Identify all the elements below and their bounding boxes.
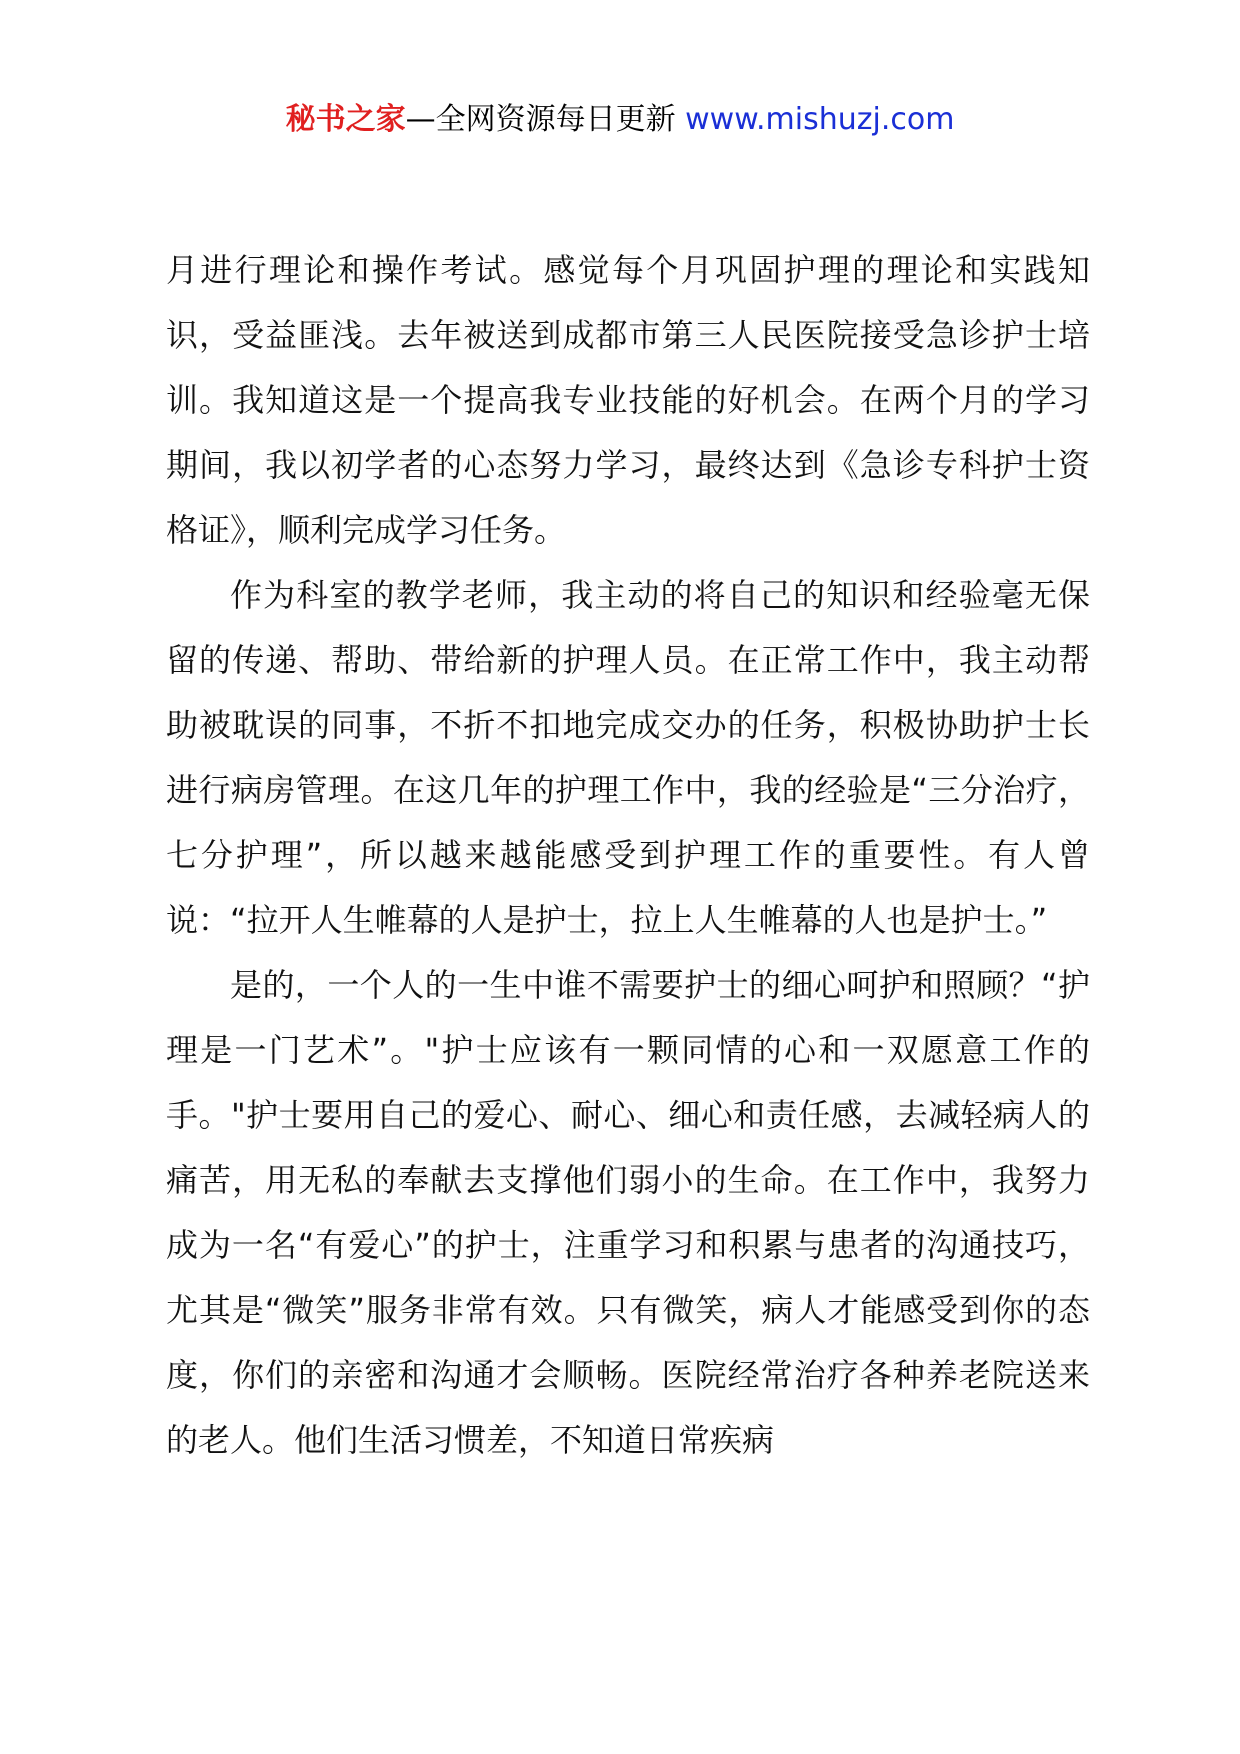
page-header <box>0 98 1240 142</box>
document-body <box>166 238 1090 1473</box>
header-slogan: —全网资源每日更新 <box>405 102 676 137</box>
paragraph-continued: 月进行理论和操作考试。感觉每个月巩固护理的理论和实践知识，受益匪浅。去年被送到成都市第三人民医院接受急诊护士培训。我知道这是一个提高我专业技能的好机会。在两个月的学习期间，我以初学者的心态努力学习，最终达到《急诊专科护士资格证》，顺利完成学习任务。 <box>166 251 1090 549</box>
header-url-link[interactable]: www.mishuzj.com <box>685 102 955 137</box>
paragraph-teaching: 作为科室的教学老师，我主动的将自己的知识和经验毫无保留的传递、帮助、带给新的护理人员。在正常工作中，我主动帮助被耽误的同事，不折不扣地完成交办的任务，积极协助护士长进行病房管理。在这几年的护理工作中，我的经验是“三分治疗，七分护理”，所以越来越能感受到护理工作的重要性。有人曾说：“拉开人生帷幕的人是护士，拉上人生帷幕的人也是护士。” <box>166 576 1090 939</box>
paragraph-nursing-art: 是的，一个人的一生中谁不需要护士的细心呵护和照顾？“护理是一门艺术”。"护士应该有一颗同情的心和一双愿意工作的手。"护士要用自己的爱心、耐心、细心和责任感，去减轻病人的痛苦，用无私的奉献去支撑他们弱小的生命。在工作中，我努力成为一名“有爱心”的护士，注重学习和积累与患者的沟通技巧，尤其是“微笑”服务非常有效。只有微笑，病人才能感受到你的态度，你们的亲密和沟通才会顺畅。医院经常治疗各种养老院送来的老人。他们生活习惯差，不知道日常疾病 <box>166 966 1090 1459</box>
header-brand: 秘书之家 <box>285 102 406 137</box>
